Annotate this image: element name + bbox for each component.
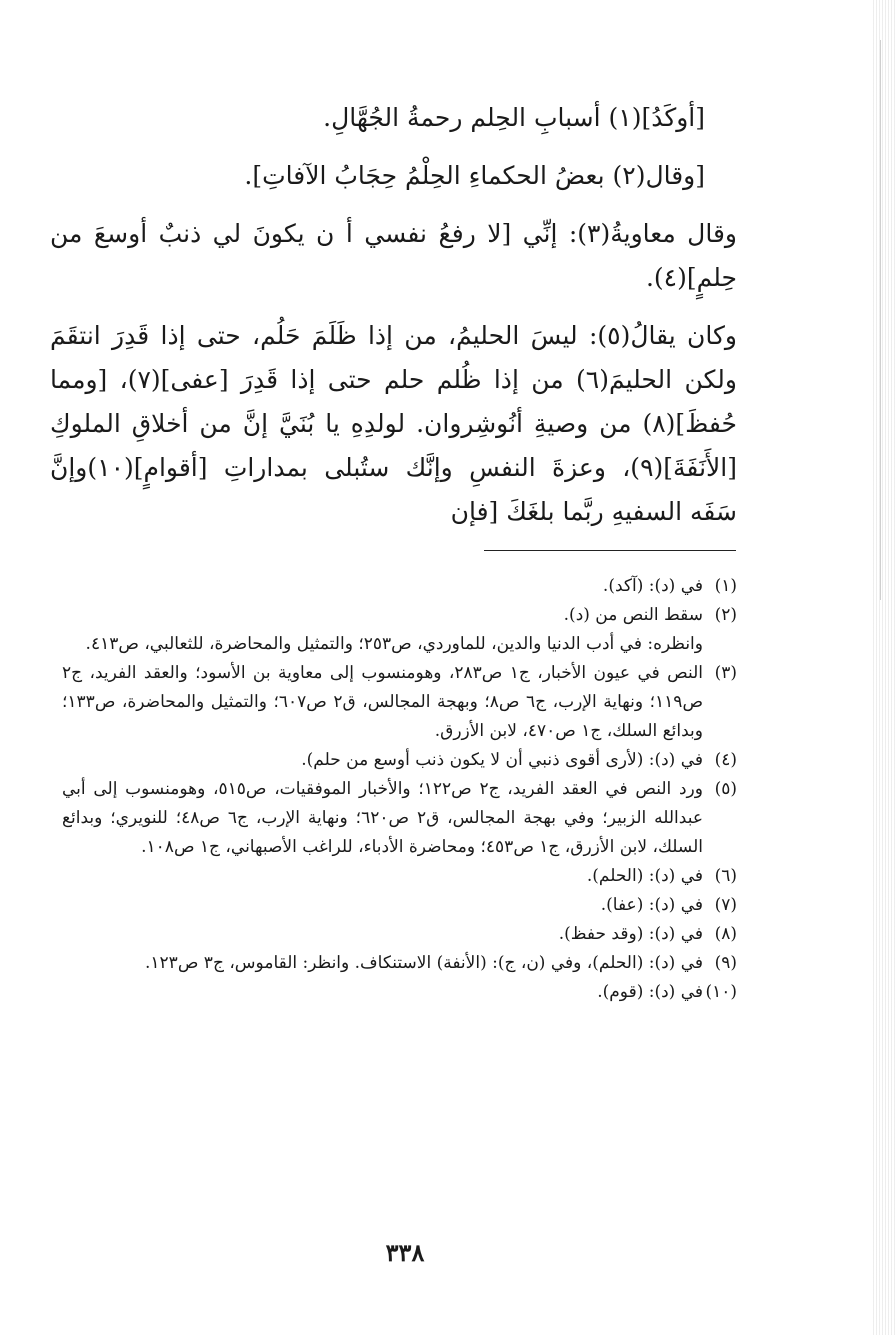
footnote-text: في (د): (قوم). [597, 982, 703, 1002]
scan-gutter [871, 0, 895, 1335]
footnote-text: في (د): (وقد حفظ). [558, 924, 703, 944]
footnotes [62, 572, 737, 1007]
footnote-continuation: وانظره: في أدب الدنيا والدين، للماوردي، ص٢٥٣؛ والتمثيل والمحاضرة، للثعالبي، ص٤١٣. [85, 634, 703, 654]
footnote-divider [484, 550, 736, 551]
footnote-7 [62, 891, 737, 920]
footnote-number: (٦) [714, 866, 737, 886]
footnote-10 [62, 978, 737, 1007]
footnote-text: في (د): (الحلم)، وفي (ن، ج): (الأنفة) الاستنكاف. وانظر: القاموس، ج٣ ص١٢٣. [145, 953, 703, 973]
footnote-9 [62, 949, 737, 978]
paragraph: [أوكَدُ](١) أسبابِ الحِلم رحمةُ الجُهَّالِ. [323, 103, 705, 132]
footnote-text: في (د): (الحلم). [586, 866, 703, 886]
footnote-number: (١) [714, 576, 737, 596]
footnote-4 [62, 746, 737, 775]
footnote-number: (٢) [714, 605, 737, 625]
footnote-number: (٨) [714, 924, 737, 944]
footnote-text: في (د): (آكد). [602, 576, 703, 596]
footnote-text: ورد النص في العقد الفريد، ج٢ ص١٢٢؛ والأخبار الموفقيات، ص٥١٥، وهومنسوب إلى أبي عبدالله الزبير؛ وفي بهجة المجالس، ق٢ ص٦٢٠؛ ونهاية الإرب، ج٦ ص٤٨؛ للنويري؛ وبدائع السلك، لابن الأزرق، ج١ ص٤٥٣؛ ومحاضرة الأدباء، للراغب الأصبهاني، ج١ ص١٠٨. [62, 779, 703, 857]
footnote-3 [62, 659, 737, 746]
footnote-8 [62, 920, 737, 949]
main-text [50, 96, 737, 548]
footnote-number: (٣) [714, 663, 737, 683]
footnote-text: في (د): (عفا). [600, 895, 703, 915]
paragraph: وقال معاويةُ(٣): إنِّي [لا رفعُ نفسي أ ن يكونَ لي ذنبٌ أوسعَ من حِلمٍ](٤). [50, 219, 737, 292]
footnote-6 [62, 862, 737, 891]
footnote-number: (١٠) [705, 982, 737, 1002]
footnote-text: في (د): (لأرى أقوى ذنبي أن لا يكون ذنب أوسع من حلم). [301, 750, 703, 770]
footnote-text: النص في عيون الأخبار، ج١ ص٢٨٣، وهومنسوب إلى معاوية بن الأسود؛ والعقد الفريد، ج٢ ص١١٩؛ ونهاية الإرب، ج٦ ص٨؛ وبهجة المجالس، ق٢ ص٦٠٧؛ والتمثيل والمحاضرة، ص١٣٣؛ وبدائع السلك، ج١ ص٤٧٠، لابن الأزرق. [62, 663, 703, 741]
page-number: ٣٣٨ [385, 1238, 425, 1267]
scan-edge-line [880, 40, 881, 600]
footnote-number: (٤) [714, 750, 737, 770]
footnote-text: سقط النص من (د). [563, 605, 703, 625]
paragraph: [وقال(٢) بعضُ الحكماءِ الحِلْمُ حِجَابُ الآفاتِ]. [244, 161, 705, 190]
paragraph: وكان يقالُ(٥): ليسَ الحليمُ، من إذا ظَلَمَ حَلُم، حتى إذا قَدِرَ انتقَمَ ولكن الحليمَ(٦) من إذا ظُلم حلم حتى إذا قَدِرَ [عفى](٧)، [ومما حُفظَ](٨) من وصيةِ أنُوشِروان. لولدِهِ يا بُنَيَّ إنَّ من أخلاقِ الملوكِ [الأَنَفَةَ](٩)، وعزةَ النفسِ وإنَّك ستُبلى بمداراتِ [أقوامٍ](١٠)وإنَّ سَفَه السفيهِ ربَّما بلغَكَ [فإن [50, 321, 737, 526]
footnote-number: (٧) [714, 895, 737, 915]
footnote-1 [62, 572, 737, 601]
footnote-2 [62, 601, 737, 630]
footnote-5 [62, 775, 737, 862]
footnote-number: (٥) [714, 779, 737, 799]
footnote-number: (٩) [714, 953, 737, 973]
